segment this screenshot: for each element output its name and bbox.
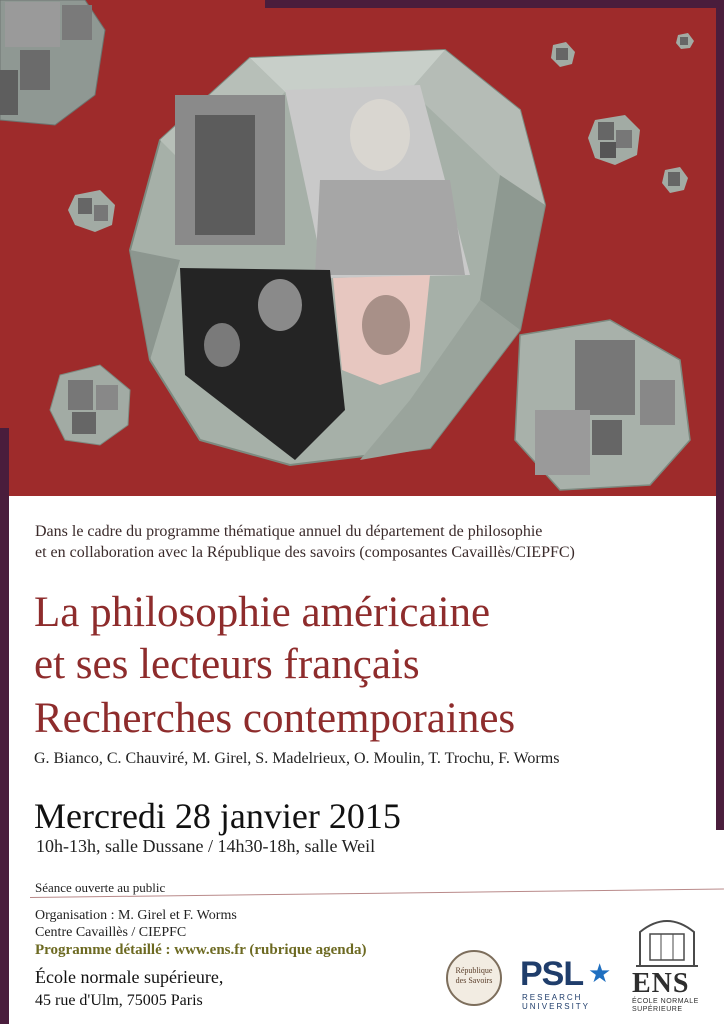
main-polyhedron xyxy=(130,50,545,465)
small-polyhedron-top-left xyxy=(0,0,105,125)
psl-logo xyxy=(520,955,612,1011)
frame-bar-left xyxy=(0,428,9,1024)
ens-logo-text: ENS xyxy=(632,968,690,999)
event-date: Mercredi 28 janvier 2015 xyxy=(34,796,401,836)
republique-logo-line-2: des Savoirs xyxy=(455,976,493,985)
program-link[interactable]: Programme détaillé : www.ens.fr (rubrique agenda) xyxy=(35,942,367,958)
intro-line-1: Dans le cadre du programme thématique annuel du département de philosophie xyxy=(35,523,543,540)
venue-address: 45 rue d'Ulm, 75005 Paris xyxy=(35,992,203,1009)
republique-logo-line-1: République xyxy=(455,966,493,975)
polyhedron-top-right-2 xyxy=(676,33,694,49)
ens-building-icon xyxy=(630,910,704,968)
polyhedron-right xyxy=(515,320,690,490)
ens-logo-sub-2: SUPÉRIEURE xyxy=(632,1006,683,1013)
polyhedron-mid-left xyxy=(68,190,115,232)
psl-logo-text: PSL xyxy=(520,955,584,993)
psl-logo-sub-1: RESEARCH xyxy=(522,993,583,1002)
star-icon: ★ xyxy=(588,959,612,989)
polyhedron-left xyxy=(50,365,130,445)
event-hours: 10h-13h, salle Dussane / 14h30-18h, salle Weil xyxy=(36,836,376,856)
title-line-2: et ses lecteurs français xyxy=(34,641,420,688)
republique-des-savoirs-logo xyxy=(446,950,502,1006)
polyhedra-collage xyxy=(0,0,724,496)
organisation-centre: Centre Cavaillès / CIEPFC xyxy=(35,925,187,940)
hero-collage xyxy=(0,0,724,496)
polyhedron-right-small xyxy=(662,167,688,193)
polyhedron-top-right-1 xyxy=(551,42,575,67)
intro-line-2: et en collaboration avec la République des savoirs (composantes Cavaillès/CIEPFC) xyxy=(35,544,575,561)
subtitle: Recherches contemporaines xyxy=(34,695,516,742)
title-line-1: La philosophie américaine xyxy=(34,589,491,636)
speakers-list: G. Bianco, C. Chauviré, M. Girel, S. Madelrieux, O. Moulin, T. Trochu, F. Worms xyxy=(34,750,560,767)
frame-bar-right xyxy=(716,0,724,830)
organisation-line: Organisation : M. Girel et F. Worms xyxy=(35,908,237,923)
polyhedron-right-medium xyxy=(588,115,640,165)
psl-logo-sub-2: UNIVERSITY xyxy=(522,1002,591,1011)
ens-logo-sub-1: ÉCOLE NORMALE xyxy=(632,998,699,1005)
frame-bar-top xyxy=(265,0,724,8)
public-note: Séance ouverte au public xyxy=(35,880,166,895)
venue-name: École normale supérieure, xyxy=(35,967,224,987)
ens-logo xyxy=(630,910,704,1014)
